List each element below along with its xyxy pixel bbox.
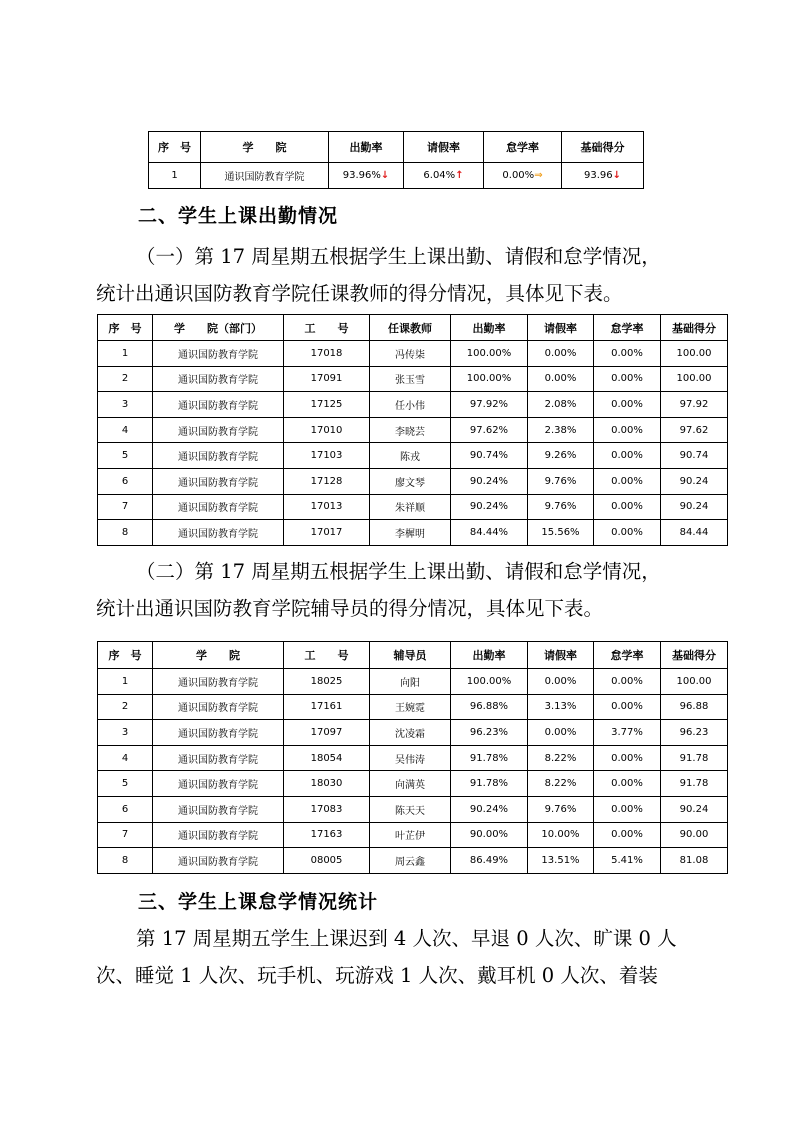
table-cell: 18054 [284, 745, 370, 771]
table-cell: 18030 [284, 771, 370, 797]
paragraph-counselor-intro [96, 553, 701, 627]
table-cell: 通识国防教育学院 [153, 392, 284, 418]
table-cell: 0.00% [594, 468, 661, 494]
teacher-header-row [98, 315, 728, 341]
table-cell: 0.00% [528, 341, 594, 367]
table-cell: 廖文琴 [370, 468, 451, 494]
table-cell: 任小伟 [370, 392, 451, 418]
table-row [98, 669, 728, 695]
table-cell: 90.24% [451, 494, 528, 520]
table-cell: 0.00% [594, 694, 661, 720]
table-cell: 84.44 [661, 520, 728, 546]
col-header-score: 基础得分 [562, 132, 644, 163]
table-cell: 0.00% [594, 520, 661, 546]
column-header: 工 号 [284, 642, 370, 669]
leave-value: 6.04% [423, 170, 456, 181]
table-cell: 17125 [284, 392, 370, 418]
table-cell: 张玉雪 [370, 366, 451, 392]
table-cell: 96.23 [661, 720, 728, 746]
cell-attendance [329, 163, 404, 189]
table-cell: 0.00% [594, 366, 661, 392]
table-cell: 6 [98, 468, 153, 494]
col-header-leave: 请假率 [404, 132, 484, 163]
table-cell: 4 [98, 417, 153, 443]
table-cell: 9.76% [528, 494, 594, 520]
cell-score [562, 163, 644, 189]
table-cell: 100.00% [451, 341, 528, 367]
table-cell: 通识国防教育学院 [153, 720, 284, 746]
table-row [98, 745, 728, 771]
table-cell: 97.92 [661, 392, 728, 418]
table-cell: 91.78 [661, 745, 728, 771]
table-cell: 0.00% [594, 822, 661, 848]
table-cell: 7 [98, 494, 153, 520]
table-cell: 3.77% [594, 720, 661, 746]
table-cell: 3 [98, 720, 153, 746]
paragraph-truancy-stats [96, 920, 701, 994]
arrow-down-icon: ↓ [612, 170, 622, 181]
table-cell: 5 [98, 443, 153, 469]
table-cell: 90.74% [451, 443, 528, 469]
table-cell: 0.00% [528, 366, 594, 392]
summary-row [149, 163, 644, 189]
table-row [98, 494, 728, 520]
table-cell: 1 [98, 341, 153, 367]
summary-header-row [149, 132, 644, 163]
table-cell: 90.00% [451, 822, 528, 848]
table-cell: 0.00% [594, 771, 661, 797]
table-cell: 6 [98, 796, 153, 822]
table-cell: 90.24 [661, 468, 728, 494]
col-header-college: 学 院 [201, 132, 329, 163]
table-cell: 90.24 [661, 796, 728, 822]
table-cell: 5.41% [594, 848, 661, 874]
score-value: 93.96 [583, 170, 613, 181]
table-cell: 17091 [284, 366, 370, 392]
column-header: 怠学率 [594, 642, 661, 669]
table-cell: 17083 [284, 796, 370, 822]
column-header: 任课教师 [370, 315, 451, 341]
table-cell: 通识国防教育学院 [153, 520, 284, 546]
table-cell: 0.00% [594, 494, 661, 520]
table-cell: 通识国防教育学院 [153, 417, 284, 443]
table-row [98, 822, 728, 848]
table-cell: 17163 [284, 822, 370, 848]
table-cell: 17128 [284, 468, 370, 494]
table-cell: 通识国防教育学院 [153, 745, 284, 771]
table-row [98, 468, 728, 494]
table-cell: 0.00% [594, 745, 661, 771]
table-cell: 86.49% [451, 848, 528, 874]
table-cell: 2 [98, 366, 153, 392]
table-cell: 叶芷伊 [370, 822, 451, 848]
table-cell: 通识国防教育学院 [153, 468, 284, 494]
table-cell: 沈凌霜 [370, 720, 451, 746]
table-cell: 通识国防教育学院 [153, 494, 284, 520]
table-cell: 8.22% [528, 771, 594, 797]
table-cell: 通识国防教育学院 [153, 694, 284, 720]
table-cell: 0.00% [594, 669, 661, 695]
table-cell: 100.00 [661, 366, 728, 392]
table-cell: 08005 [284, 848, 370, 874]
table-cell: 0.00% [594, 443, 661, 469]
column-header: 基础得分 [661, 315, 728, 341]
table-cell: 96.88 [661, 694, 728, 720]
table-cell: 3 [98, 392, 153, 418]
paragraph-line: 第 17 周星期五学生上课迟到 4 人次、早退 0 人次、旷课 0 人 [136, 927, 677, 950]
table-row [98, 443, 728, 469]
table-cell: 90.24 [661, 494, 728, 520]
table-cell: 0.00% [594, 341, 661, 367]
table-cell: 周云鑫 [370, 848, 451, 874]
col-header-attendance: 出勤率 [329, 132, 404, 163]
table-cell: 1 [98, 669, 153, 695]
table-cell: 90.24% [451, 796, 528, 822]
column-header: 序 号 [98, 642, 153, 669]
table-cell: 97.62 [661, 417, 728, 443]
table-cell: 0.00% [528, 720, 594, 746]
table-cell: 84.44% [451, 520, 528, 546]
paragraph-line: 统计出通识国防教育学院任课教师的得分情况，具体见下表。 [96, 282, 623, 305]
table-cell: 90.24% [451, 468, 528, 494]
attendance-value: 93.96% [342, 170, 381, 181]
table-cell: 17097 [284, 720, 370, 746]
table-cell: 吴伟涛 [370, 745, 451, 771]
table-cell: 7 [98, 822, 153, 848]
table-row [98, 520, 728, 546]
table-cell: 17013 [284, 494, 370, 520]
table-cell: 100.00 [661, 341, 728, 367]
table-cell: 15.56% [528, 520, 594, 546]
table-cell: 通识国防教育学院 [153, 443, 284, 469]
table-cell: 100.00% [451, 366, 528, 392]
table-cell: 冯传柒 [370, 341, 451, 367]
table-row [98, 771, 728, 797]
truancy-value: 0.00% [502, 170, 535, 181]
table-cell: 王婉霓 [370, 694, 451, 720]
table-cell: 5 [98, 771, 153, 797]
table-row [98, 694, 728, 720]
section-heading-attendance: 二、学生上课出勤情况 [138, 205, 339, 227]
table-cell: 96.88% [451, 694, 528, 720]
column-header: 序 号 [98, 315, 153, 341]
arrow-down-icon: ↓ [380, 170, 390, 181]
table-cell: 陈戎 [370, 443, 451, 469]
table-row [98, 720, 728, 746]
table-cell: 通识国防教育学院 [153, 822, 284, 848]
arrow-right-icon: ⇒ [534, 170, 543, 181]
table-cell: 91.78% [451, 771, 528, 797]
table-row [98, 366, 728, 392]
cell-college: 通识国防教育学院 [201, 163, 329, 189]
column-header: 辅导员 [370, 642, 451, 669]
table-cell: 通识国防教育学院 [153, 669, 284, 695]
table-cell: 朱祥顺 [370, 494, 451, 520]
section-heading-truancy: 三、学生上课怠学情况统计 [138, 891, 379, 913]
paragraph-line: 统计出通识国防教育学院辅导员的得分情况，具体见下表。 [96, 597, 604, 620]
cell-leave [404, 163, 484, 189]
table-cell: 9.26% [528, 443, 594, 469]
table-cell: 通识国防教育学院 [153, 771, 284, 797]
paragraph-line: 次、睡觉 1 人次、玩手机、玩游戏 1 人次、戴耳机 0 人次、着装 [96, 964, 658, 987]
table-cell: 10.00% [528, 822, 594, 848]
table-cell: 李晓芸 [370, 417, 451, 443]
paragraph-line: （二）第 17 周星期五根据学生上课出勤、请假和怠学情况， [136, 560, 661, 583]
table-cell: 97.62% [451, 417, 528, 443]
table-cell: 通识国防教育学院 [153, 796, 284, 822]
table-cell: 0.00% [528, 669, 594, 695]
arrow-up-icon: ↑ [455, 170, 464, 181]
table-cell: 0.00% [594, 796, 661, 822]
column-header: 学 院 [153, 642, 284, 669]
table-row [98, 392, 728, 418]
table-cell: 96.23% [451, 720, 528, 746]
table-cell: 97.92% [451, 392, 528, 418]
column-header: 学 院（部门） [153, 315, 284, 341]
table-cell: 90.74 [661, 443, 728, 469]
column-header: 请假率 [528, 315, 594, 341]
table-cell: 向满英 [370, 771, 451, 797]
table-cell: 18025 [284, 669, 370, 695]
table-cell: 90.00 [661, 822, 728, 848]
table-row [98, 848, 728, 874]
table-cell: 向阳 [370, 669, 451, 695]
table-row [98, 796, 728, 822]
table-row [98, 341, 728, 367]
counselor-header-row [98, 642, 728, 669]
table-cell: 2.08% [528, 392, 594, 418]
paragraph-teacher-intro [96, 238, 701, 312]
col-header-no: 序 号 [149, 132, 201, 163]
column-header: 请假率 [528, 642, 594, 669]
table-cell: 0.00% [594, 417, 661, 443]
paragraph-line: （一）第 17 周星期五根据学生上课出勤、请假和怠学情况， [136, 245, 661, 268]
column-header: 怠学率 [594, 315, 661, 341]
table-cell: 李樨明 [370, 520, 451, 546]
column-header: 出勤率 [451, 315, 528, 341]
table-cell: 91.78% [451, 745, 528, 771]
table-cell: 91.78 [661, 771, 728, 797]
teacher-score-table [97, 314, 728, 546]
cell-no: 1 [149, 163, 201, 189]
table-cell: 8 [98, 848, 153, 874]
table-cell: 13.51% [528, 848, 594, 874]
table-cell: 9.76% [528, 468, 594, 494]
table-cell: 8 [98, 520, 153, 546]
table-cell: 100.00% [451, 669, 528, 695]
column-header: 出勤率 [451, 642, 528, 669]
table-cell: 通识国防教育学院 [153, 341, 284, 367]
summary-table [148, 131, 644, 189]
table-cell: 通识国防教育学院 [153, 848, 284, 874]
table-row [98, 417, 728, 443]
table-cell: 0.00% [594, 392, 661, 418]
table-cell: 2.38% [528, 417, 594, 443]
table-cell: 17010 [284, 417, 370, 443]
table-cell: 陈天天 [370, 796, 451, 822]
table-cell: 17161 [284, 694, 370, 720]
table-cell: 17103 [284, 443, 370, 469]
table-cell: 9.76% [528, 796, 594, 822]
table-cell: 81.08 [661, 848, 728, 874]
col-header-truancy: 怠学率 [484, 132, 562, 163]
cell-truancy [484, 163, 562, 189]
table-cell: 通识国防教育学院 [153, 366, 284, 392]
table-cell: 17017 [284, 520, 370, 546]
counselor-score-table [97, 641, 728, 874]
table-cell: 2 [98, 694, 153, 720]
table-cell: 100.00 [661, 669, 728, 695]
table-cell: 4 [98, 745, 153, 771]
column-header: 基础得分 [661, 642, 728, 669]
table-cell: 8.22% [528, 745, 594, 771]
table-cell: 3.13% [528, 694, 594, 720]
table-cell: 17018 [284, 341, 370, 367]
column-header: 工 号 [284, 315, 370, 341]
